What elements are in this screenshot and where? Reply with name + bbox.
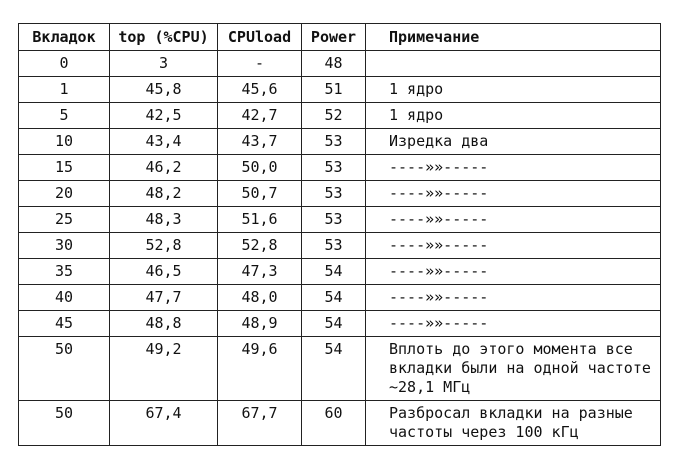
cell-power: 48 xyxy=(302,51,366,77)
table-row xyxy=(19,207,661,233)
cell-note: ----»»----- xyxy=(366,285,661,311)
cell-power: 54 xyxy=(302,311,366,337)
cell-note: 1 ядро xyxy=(366,103,661,129)
header-top-cpu: top (%CPU) xyxy=(110,24,218,51)
cell-power: 53 xyxy=(302,233,366,259)
cell-top-cpu: 45,8 xyxy=(110,77,218,103)
cell-top-cpu: 48,3 xyxy=(110,207,218,233)
cell-note: ----»»----- xyxy=(366,155,661,181)
cell-note: ----»»----- xyxy=(366,311,661,337)
cell-cpuload: 48,0 xyxy=(218,285,302,311)
cell-cpuload: 50,0 xyxy=(218,155,302,181)
cell-note: 1 ядро xyxy=(366,77,661,103)
table-row xyxy=(19,259,661,285)
cell-note: ----»»----- xyxy=(366,233,661,259)
cell-power: 54 xyxy=(302,259,366,285)
cell-top-cpu: 52,8 xyxy=(110,233,218,259)
table-row xyxy=(19,337,661,401)
cell-cpuload: 67,7 xyxy=(218,401,302,446)
cell-cpuload: 47,3 xyxy=(218,259,302,285)
cell-top-cpu: 67,4 xyxy=(110,401,218,446)
cell-top-cpu: 48,2 xyxy=(110,181,218,207)
cell-cpuload: - xyxy=(218,51,302,77)
cell-cpuload: 43,7 xyxy=(218,129,302,155)
table-row xyxy=(19,77,661,103)
cell-tabs: 5 xyxy=(19,103,110,129)
table-row xyxy=(19,401,661,446)
header-tabs: Вкладок xyxy=(19,24,110,51)
table-body xyxy=(19,51,661,446)
cell-top-cpu: 43,4 xyxy=(110,129,218,155)
cell-note xyxy=(366,51,661,77)
cell-note: Вплоть до этого момента все вкладки были на одной частоте ~28,1 МГц xyxy=(366,337,661,401)
cell-top-cpu: 3 xyxy=(110,51,218,77)
cell-tabs: 50 xyxy=(19,401,110,446)
cell-power: 52 xyxy=(302,103,366,129)
cell-note: ----»»----- xyxy=(366,259,661,285)
cell-top-cpu: 49,2 xyxy=(110,337,218,401)
table-row xyxy=(19,311,661,337)
cell-note: Разбросал вкладки на разные частоты через 100 кГц xyxy=(366,401,661,446)
cell-tabs: 25 xyxy=(19,207,110,233)
cell-tabs: 20 xyxy=(19,181,110,207)
cell-note: Изредка два xyxy=(366,129,661,155)
data-table-container xyxy=(18,23,661,446)
cell-tabs: 35 xyxy=(19,259,110,285)
cell-cpuload: 45,6 xyxy=(218,77,302,103)
cell-cpuload: 42,7 xyxy=(218,103,302,129)
cell-cpuload: 52,8 xyxy=(218,233,302,259)
table-header-row xyxy=(19,24,661,51)
cell-tabs: 10 xyxy=(19,129,110,155)
cell-top-cpu: 42,5 xyxy=(110,103,218,129)
header-note: Примечание xyxy=(366,24,661,51)
cell-tabs: 0 xyxy=(19,51,110,77)
cell-power: 54 xyxy=(302,285,366,311)
cell-cpuload: 50,7 xyxy=(218,181,302,207)
cell-cpuload: 49,6 xyxy=(218,337,302,401)
table-row xyxy=(19,181,661,207)
header-power: Power xyxy=(302,24,366,51)
table-row xyxy=(19,155,661,181)
table-row xyxy=(19,129,661,155)
cell-power: 60 xyxy=(302,401,366,446)
cell-power: 54 xyxy=(302,337,366,401)
cell-power: 53 xyxy=(302,155,366,181)
cell-tabs: 30 xyxy=(19,233,110,259)
cell-top-cpu: 47,7 xyxy=(110,285,218,311)
cell-top-cpu: 46,2 xyxy=(110,155,218,181)
table-row xyxy=(19,103,661,129)
cell-top-cpu: 46,5 xyxy=(110,259,218,285)
cell-power: 53 xyxy=(302,129,366,155)
header-cpuload: CPUload xyxy=(218,24,302,51)
cell-power: 53 xyxy=(302,207,366,233)
cell-power: 53 xyxy=(302,181,366,207)
cell-note: ----»»----- xyxy=(366,207,661,233)
table-row xyxy=(19,285,661,311)
cell-cpuload: 48,9 xyxy=(218,311,302,337)
table-row xyxy=(19,233,661,259)
cell-top-cpu: 48,8 xyxy=(110,311,218,337)
cell-tabs: 1 xyxy=(19,77,110,103)
cell-tabs: 45 xyxy=(19,311,110,337)
cell-cpuload: 51,6 xyxy=(218,207,302,233)
table-row xyxy=(19,51,661,77)
cell-tabs: 50 xyxy=(19,337,110,401)
cell-tabs: 40 xyxy=(19,285,110,311)
cell-tabs: 15 xyxy=(19,155,110,181)
cell-note: ----»»----- xyxy=(366,181,661,207)
cell-power: 51 xyxy=(302,77,366,103)
cpu-power-table xyxy=(18,23,661,446)
